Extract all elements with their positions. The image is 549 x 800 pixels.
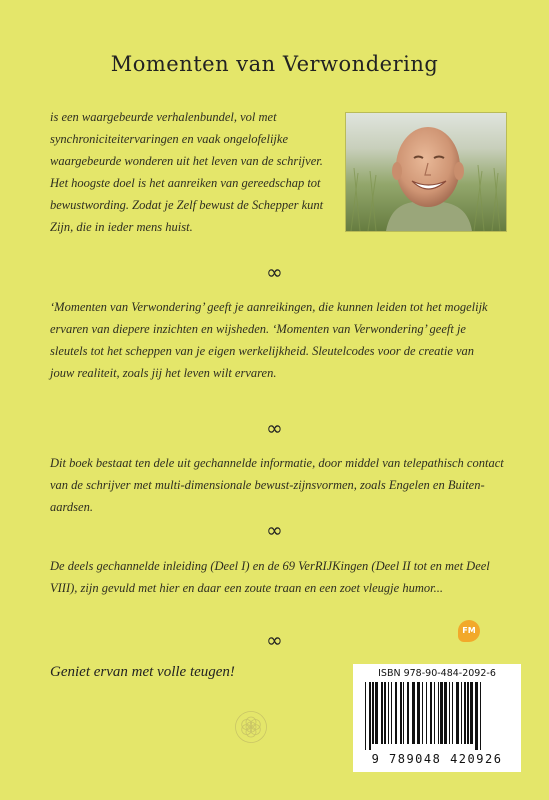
barcode-bar: [449, 682, 450, 744]
barcode-bar: [384, 682, 386, 744]
barcode-bar: [375, 682, 378, 744]
barcode-bar: [444, 682, 447, 744]
barcode-bar: [391, 682, 392, 744]
barcode-bar: [440, 682, 443, 744]
book-title: Momenten van Verwondering: [110, 52, 439, 76]
barcode-bar: [412, 682, 415, 744]
barcode-bar: [400, 682, 402, 744]
fm-publisher-logo: FM: [458, 620, 480, 642]
aanreikingen-paragraph: ‘Momenten van Verwondering’ geeft je aanreikingen, die kunnen leiden tot het mogelijk ervaren van diepere inzichten en wijsheden. ‘Momenten van Verwondering’ geeft je sleutels tot het scheppen van je eigen werkelijkheid. Sleutelcodes voor de creatie van jouw realiteit, zoals jij het leven wilt ervaren.: [50, 300, 488, 380]
closing-line: Geniet ervan met volle teugen!: [50, 664, 235, 680]
barcode-bar: [456, 682, 459, 744]
barcode-bar: [434, 682, 435, 744]
infinity-separator: ∞: [266, 416, 283, 440]
barcode-bar: [403, 682, 404, 744]
infinity-separator: ∞: [266, 260, 283, 284]
barcode-bar: [365, 682, 366, 750]
barcode-bar: [381, 682, 383, 744]
barcode-bar: [467, 682, 469, 744]
barcode-bar: [422, 682, 423, 744]
infinity-separator: ∞: [266, 518, 283, 542]
author-photo-image: [346, 113, 506, 231]
ean-text: 9 789048 420926: [371, 752, 503, 766]
barcode-bar: [461, 682, 462, 744]
isbn-text: ISBN 978-90-484-2092-6: [378, 668, 496, 679]
barcode-bar: [426, 682, 427, 744]
barcode-bar: [438, 682, 439, 744]
barcode-bar: [395, 682, 397, 744]
barcode-bar: [430, 682, 432, 744]
channelled-paragraph: Dit boek bestaat ten dele uit gechannelde informatie, door middel van telepathisch contact van de schrijver met multi-dimensionale bewust-zijnsvormen, zoals Engelen en Buiten-aardsen.: [50, 456, 504, 514]
infinity-separator: ∞: [266, 628, 283, 652]
barcode-bar: [388, 682, 389, 744]
barcode-bar: [407, 682, 409, 744]
barcode-bar: [369, 682, 371, 750]
barcode-bar: [372, 682, 374, 744]
flower-of-life-icon: [234, 710, 268, 744]
barcode-bar: [452, 682, 453, 744]
barcode-bar: [470, 682, 473, 744]
barcode: [353, 664, 521, 772]
barcode-bar: [475, 682, 478, 750]
barcode-bar: [480, 682, 481, 750]
contents-paragraph: De deels gechannelde inleiding (Deel I) en de 69 VerRIJKingen (Deel II tot en met Deel VIII), zijn gevuld met hier en daar een zoute traan en een zoet vleugje humor...: [50, 559, 490, 595]
barcode-bar: [464, 682, 466, 744]
intro-paragraph: is een waargebeurde verhalenbundel, vol met synchroniciteitervaringen en vaak ongelofelijke waargebeurde wonderen uit het leven van de schrijver. Het hoogste doel is het aanreiken van gereedschap tot bewustwording. Zodat je Zelf bewust de Schepper kunt Zijn, die in ieder mens huist.: [50, 110, 324, 234]
author-photo: [345, 112, 507, 232]
barcode-bar: [417, 682, 420, 744]
barcode-bars: [363, 682, 511, 750]
